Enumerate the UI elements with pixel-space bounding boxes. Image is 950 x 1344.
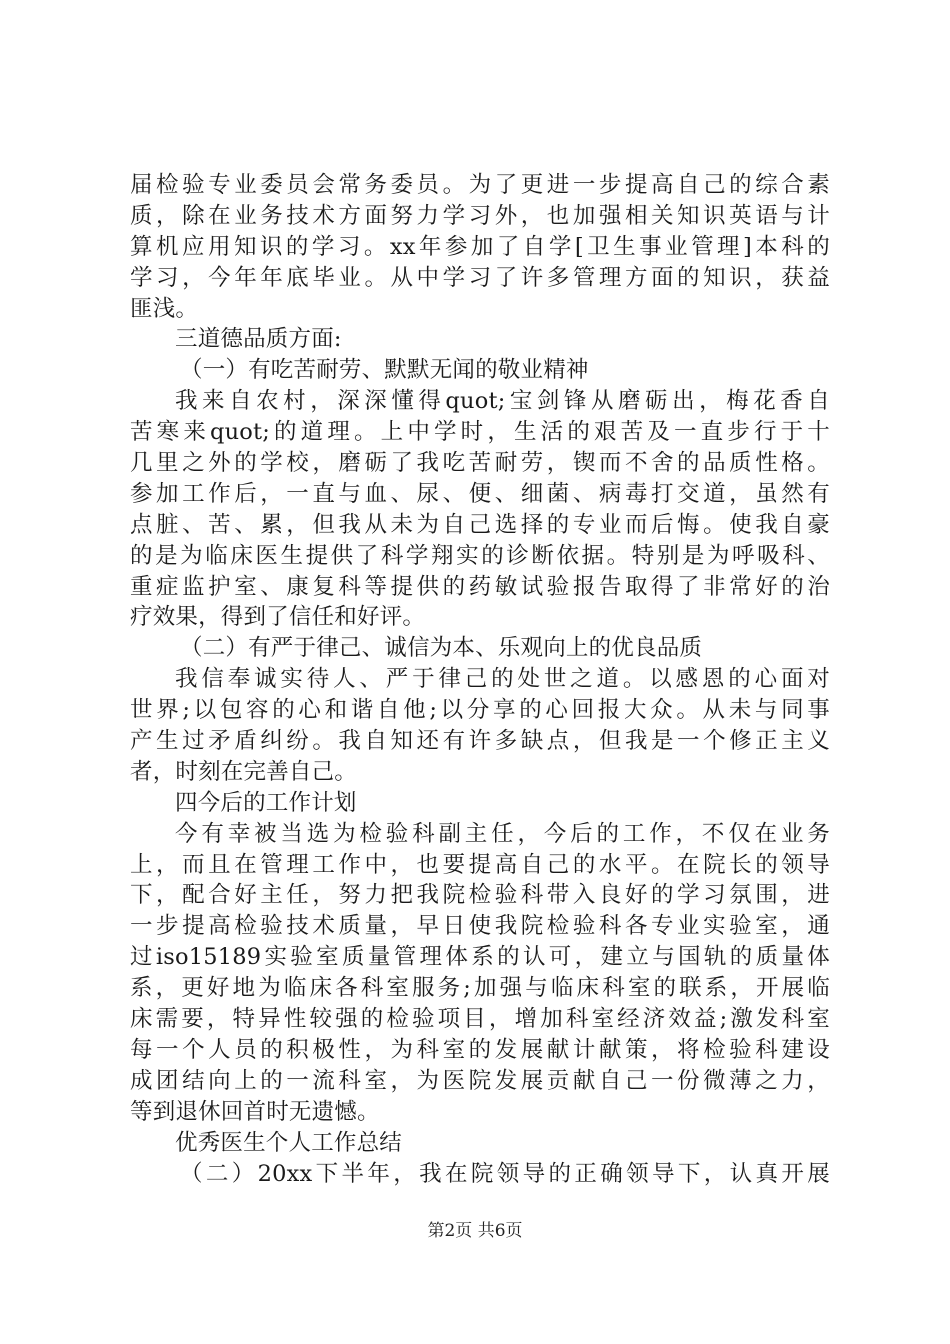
subsection-heading: （一）有吃苦耐劳、默默无闻的敬业精神 — [180, 357, 589, 384]
text-line: 参加工作后，一直与血、尿、便、细菌、病毒打交道，虽然有 — [130, 480, 830, 507]
text-line: 世界;以包容的心和谐自他;以分享的心回报大众。从未与同事 — [130, 697, 830, 724]
subsection-heading: （二）有严于律己、诚信为本、乐观向上的优良品质 — [180, 635, 703, 662]
text-line: 者，时刻在完善自己。 — [130, 758, 358, 785]
document-body — [130, 170, 830, 1189]
text-line: 学习，今年年底毕业。从中学习了许多管理方面的知识，获益 — [130, 264, 830, 291]
text-line: 我信奉诚实待人、严于律己的处世之道。以感恩的心面对 — [175, 666, 830, 693]
text-line: 的是为临床医生提供了科学翔实的诊断依据。特别是为呼吸科、 — [130, 542, 830, 569]
text-line: 上，而且在管理工作中，也要提高自己的水平。在院长的领导 — [130, 851, 830, 878]
text-line: 过iso15189实验室质量管理体系的认可，建立与国轨的质量体 — [130, 944, 830, 971]
text-line: 届检验专业委员会常务委员。为了更进一步提高自己的综合素 — [130, 172, 830, 198]
text-line: 苦寒来quot;的道理。上中学时，生活的艰苦及一直步行于十 — [130, 419, 830, 446]
text-line: 点脏、苦、累，但我从未为自己选择的专业而后悔。使我自豪 — [130, 511, 830, 538]
text-line: 重症监护室、康复科等提供的药敏试验报告取得了非常好的治 — [130, 573, 830, 600]
text-line: 今有幸被当选为检验科副主任，今后的工作，不仅在业务 — [175, 820, 830, 847]
text-line: 系，更好地为临床各科室服务;加强与临床科室的联系，开展临 — [130, 975, 830, 1002]
section-heading: 优秀医生个人工作总结 — [175, 1129, 403, 1156]
subsection-heading: （二）20xx下半年，我在院领导的正确领导下，认真开展 — [180, 1160, 830, 1187]
text-line: 我来自农村，深深懂得quot;宝剑锋从磨砺出，梅花香自 — [175, 388, 830, 415]
text-line: 下，配合好主任，努力把我院检验科带入良好的学习氛围，进 — [130, 882, 830, 909]
section-heading: 三道德品质方面: — [175, 326, 342, 353]
page-number-footer: 第2页 共6页 — [427, 1221, 523, 1241]
section-heading: 四今后的工作计划 — [175, 789, 357, 816]
text-line: 质，除在业务技术方面努力学习外，也加强相关知识英语与计 — [130, 202, 830, 229]
text-line: 匪浅。 — [130, 295, 199, 322]
text-line: 每一个人员的积极性，为科室的发展献计献策，将检验科建设 — [130, 1036, 830, 1063]
text-line: 几里之外的学校，磨砺了我吃苦耐劳，锲而不舍的品质性格。 — [130, 450, 830, 477]
text-line: 床需要，特异性较强的检验项目，增加科室经济效益;激发科室 — [130, 1006, 830, 1033]
text-line: 成团结向上的一流科室，为医院发展贡献自己一份微薄之力， — [130, 1067, 830, 1094]
text-line: 等到退休回首时无遗憾。 — [130, 1098, 380, 1125]
text-line: 一步提高检验技术质量，早日使我院检验科各专业实验室，通 — [130, 913, 830, 940]
text-line: 产生过矛盾纠纷。我自知还有许多缺点，但我是一个修正主义 — [130, 728, 830, 755]
text-line: 算机应用知识的学习。xx年参加了自学[卫生事业管理]本科的 — [130, 233, 830, 260]
text-line: 疗效果，得到了信任和好评。 — [130, 604, 426, 631]
